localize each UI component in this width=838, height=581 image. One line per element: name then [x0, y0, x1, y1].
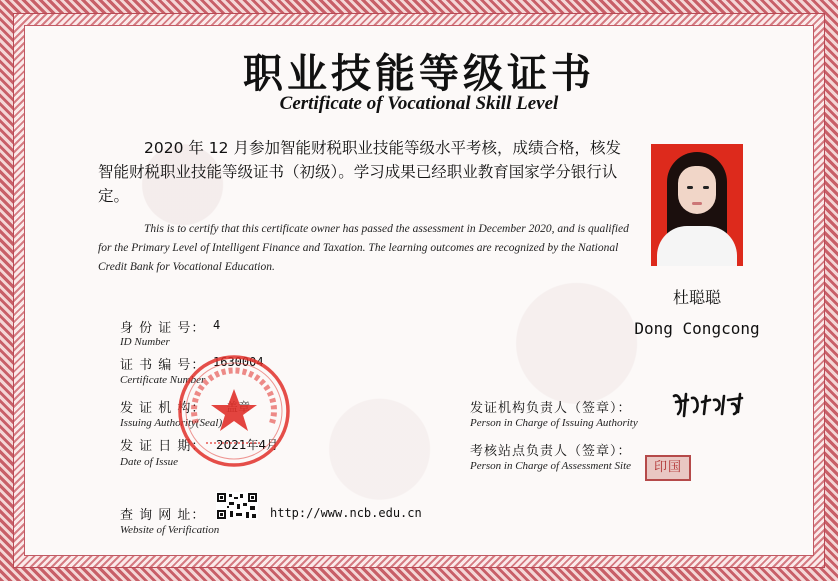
website-label-cn: 查 询 网 址： [120, 508, 206, 523]
small-stamp: 印国 [645, 455, 691, 481]
date-label-en: Date of Issue [120, 456, 179, 468]
date-label-cn: 发 证 日 期： [120, 439, 206, 454]
photo-eye-right [703, 186, 709, 189]
statement-english: This is to certify that this certificate owner has passed the assessment in December 2020, and is qualified for the Primary Level of Intelligent Finance and Taxation. The learning outcomes are recognized by the National Credit Bank for Vocational Education. [98, 223, 629, 273]
cert-number-label-en: Certificate Number [120, 374, 206, 386]
cert-number-label-cn: 证 书 编 号： [120, 358, 206, 373]
photo-mouth [692, 202, 702, 205]
issuer-label-en: Issuing Authority(Seal) [120, 417, 223, 429]
site-person-label-en: Person in Charge of Assessment Site [470, 460, 632, 472]
photo-eye-left [687, 186, 693, 189]
issuer-person-label-cn: 发证机构负责人（签章）： [470, 401, 632, 416]
title-english: Certificate of Vocational Skill Level [279, 93, 559, 114]
statement-chinese: 2020 年 12 月参加智能财税职业技能等级水平考核，成绩合格，核发智能财税职业技能等级证书（初级）。学习成果已经职业教育国家学分银行认定。 [98, 139, 621, 205]
site-person-label-cn: 考核站点负责人（签章）： [470, 444, 632, 459]
handwritten-signature-icon [670, 388, 750, 422]
website-label-en: Website of Verification [120, 524, 220, 536]
official-seal-icon [176, 353, 292, 469]
website-url[interactable]: http://www.ncb.edu.cn [270, 506, 422, 520]
holder-name-chinese: 杜聪聪 [672, 288, 721, 307]
date-value: 2021年4月 [216, 438, 279, 452]
title-chinese: 职业技能等级证书 [243, 51, 595, 97]
id-label-en: ID Number [120, 336, 170, 348]
id-value: 4 [213, 318, 221, 332]
holder-photo [651, 144, 743, 266]
qr-code-icon [216, 492, 258, 520]
issuer-person-label-en: Person in Charge of Issuing Authority [470, 417, 638, 429]
cert-number-value: 1630004 [213, 355, 264, 369]
photo-shirt [657, 226, 737, 266]
photo-face [678, 166, 716, 214]
issuer-label-cn: 发 证 机 构： [120, 401, 206, 416]
holder-name-english: Dong Congcong [634, 319, 760, 338]
id-label-cn: 身 份 证 号： [120, 321, 206, 336]
